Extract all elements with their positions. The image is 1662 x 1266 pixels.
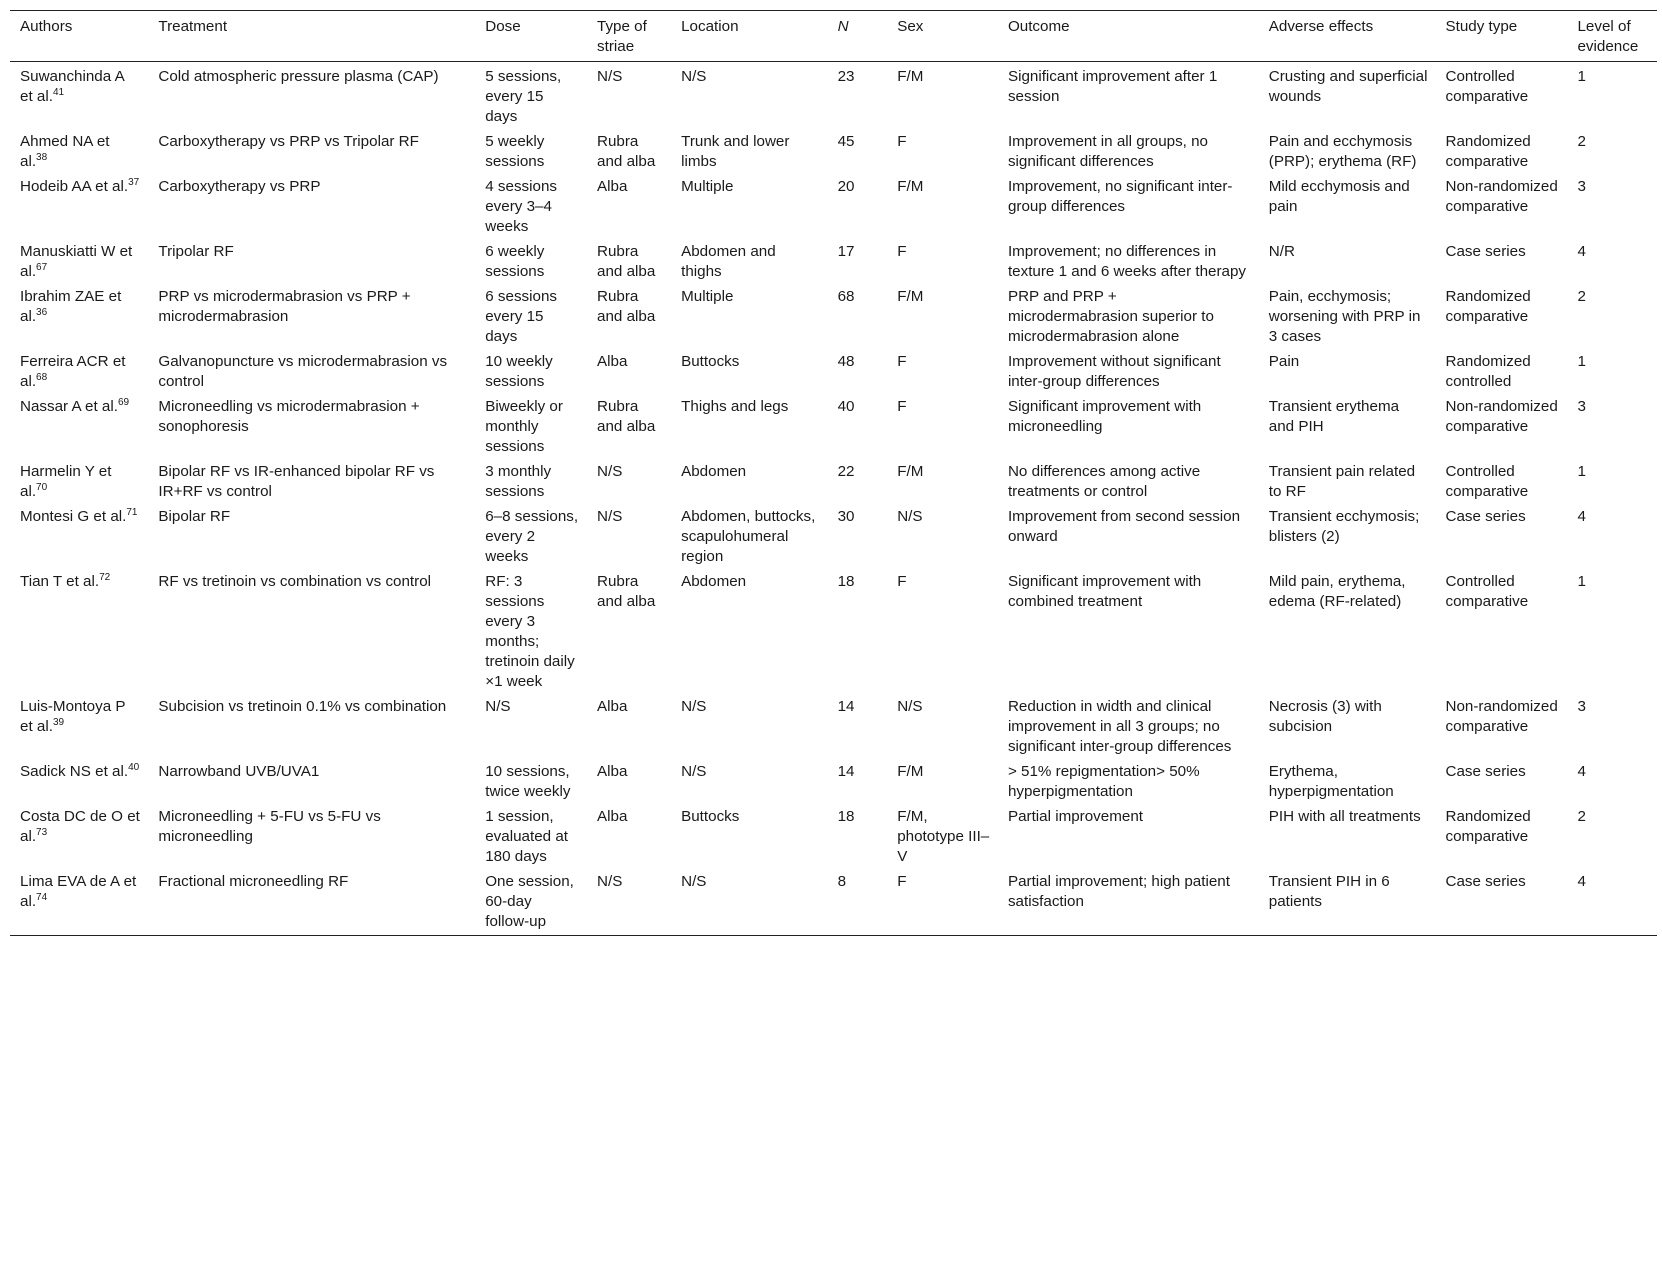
cell-treatment: Carboxytherapy vs PRP vs Tripolar RF (158, 133, 419, 150)
table-row (10, 692, 1657, 757)
author-name: Ahmed NA et al. (20, 133, 110, 170)
cell-treatment: RF vs tretinoin vs combination vs control (158, 573, 432, 590)
cell-outcome: Improvement without significant inter-group differences (1007, 353, 1221, 390)
cell-n: 20 (837, 178, 855, 195)
reference-number: 39 (52, 716, 65, 728)
table-row (10, 237, 1657, 282)
cell-n: 40 (837, 398, 855, 415)
cell-adverse-effects: Pain and ecchymosis (PRP); erythema (RF) (1268, 133, 1417, 170)
cell-level-of-evidence: 3 (1577, 398, 1586, 415)
cell-dose: 4 sessions every 3–4 weeks (485, 178, 557, 235)
author-name: Nassar A et al. (20, 398, 118, 415)
cell-striae-type: N/S (597, 463, 623, 480)
table-row (10, 502, 1657, 567)
cell-outcome: Improvement from second session onward (1007, 508, 1241, 545)
cell-level-of-evidence: 4 (1577, 508, 1586, 525)
author-name: Lima EVA de A et al. (20, 873, 137, 910)
cell-n: 48 (837, 353, 855, 370)
cell-treatment: Tripolar RF (158, 243, 234, 260)
cell-striae-type: Alba (597, 353, 628, 370)
cell-striae-type: Rubra and alba (597, 243, 656, 280)
author-name: Manuskiatti W et al. (20, 243, 133, 280)
cell-n: 68 (837, 288, 855, 305)
cell-dose: 6 sessions every 15 days (485, 288, 557, 345)
cell-level-of-evidence: 4 (1577, 873, 1586, 890)
cell-authors (10, 62, 148, 128)
cell-sex: F (897, 573, 907, 590)
cell-dose: 10 sessions, twice weekly (485, 763, 571, 800)
cell-adverse-effects: Erythema, hyperpigmentation (1268, 763, 1394, 800)
col-header-treatment: Treatment (148, 11, 475, 62)
table-row (10, 802, 1657, 867)
cell-sex: F/M (897, 763, 924, 780)
cell-level-of-evidence: 4 (1577, 243, 1586, 260)
cell-treatment: Narrowband UVB/UVA1 (158, 763, 320, 780)
cell-adverse-effects: Pain (1268, 353, 1300, 370)
reference-number: 71 (126, 506, 138, 518)
cell-adverse-effects: PIH with all treatments (1268, 808, 1421, 825)
cell-adverse-effects: Mild pain, erythema, edema (RF-related) (1268, 573, 1406, 610)
cell-n: 14 (837, 698, 855, 715)
reference-number: 37 (128, 176, 140, 188)
cell-n: 45 (837, 133, 855, 150)
cell-dose: One session, 60-day follow-up (485, 873, 574, 930)
reference-number: 73 (36, 826, 48, 838)
author-name: Hodeib AA et al. (20, 178, 129, 195)
reference-number: 67 (36, 261, 48, 273)
cell-location: Buttocks (681, 353, 740, 370)
cell-dose: N/S (485, 698, 511, 715)
cell-study-type: Case series (1445, 763, 1526, 780)
cell-outcome: Improvement, no significant inter-group differences (1007, 178, 1233, 215)
cell-sex: F/M, phototype III–V (897, 808, 990, 865)
col-header-location: Location (671, 11, 828, 62)
cell-sex: F/M (897, 68, 924, 85)
cell-outcome: Significant improvement after 1 session (1007, 68, 1218, 105)
cell-adverse-effects: Transient PIH in 6 patients (1268, 873, 1390, 910)
table-row (10, 457, 1657, 502)
cell-authors (10, 392, 148, 457)
cell-location: N/S (681, 763, 707, 780)
cell-location: N/S (681, 698, 707, 715)
col-header-sex: Sex (887, 11, 998, 62)
cell-outcome: Improvement; no differences in texture 1 and 6 weeks after therapy (1007, 243, 1247, 280)
cell-n: 23 (837, 68, 855, 85)
cell-location: Abdomen, buttocks, scapulohumeral region (681, 508, 816, 565)
cell-outcome: Improvement in all groups, no significant differences (1007, 133, 1209, 170)
cell-dose: RF: 3 sessions every 3 months; tretinoin daily ×1 week (485, 573, 575, 690)
cell-outcome: No differences among active treatments or control (1007, 463, 1201, 500)
cell-n: 18 (837, 573, 855, 590)
cell-adverse-effects: Crusting and superficial wounds (1268, 68, 1428, 105)
cell-striae-type: N/S (597, 873, 623, 890)
cell-treatment: Galvanopuncture vs microdermabrasion vs control (158, 353, 448, 390)
cell-dose: 6–8 sessions, every 2 weeks (485, 508, 579, 565)
cell-treatment: Subcision vs tretinoin 0.1% vs combination (158, 698, 447, 715)
cell-location: Abdomen (681, 463, 747, 480)
cell-outcome: Partial improvement; high patient satisfaction (1007, 873, 1230, 910)
cell-authors (10, 867, 148, 936)
cell-dose: 5 sessions, every 15 days (485, 68, 562, 125)
cell-striae-type: N/S (597, 68, 623, 85)
cell-sex: N/S (897, 698, 923, 715)
cell-level-of-evidence: 1 (1577, 463, 1586, 480)
cell-n: 30 (837, 508, 855, 525)
cell-study-type: Randomized comparative (1445, 808, 1531, 845)
cell-study-type: Randomized controlled (1445, 353, 1531, 390)
col-header-n: N (828, 11, 888, 62)
cell-sex: F (897, 133, 907, 150)
author-name: Suwanchinda A et al. (20, 68, 124, 105)
cell-dose: 10 weekly sessions (485, 353, 553, 390)
table-row (10, 282, 1657, 347)
table-row (10, 172, 1657, 237)
cell-outcome: Reduction in width and clinical improvement in all 3 groups; no significant inter-group differences (1007, 698, 1232, 755)
author-name: Tian T et al. (20, 573, 100, 590)
author-name: Ferreira ACR et al. (20, 353, 126, 390)
cell-level-of-evidence: 1 (1577, 573, 1586, 590)
cell-study-type: Non-randomized comparative (1445, 698, 1558, 735)
reference-number: 68 (36, 371, 48, 383)
cell-striae-type: N/S (597, 508, 623, 525)
cell-treatment: Carboxytherapy vs PRP (158, 178, 321, 195)
cell-study-type: Case series (1445, 873, 1526, 890)
col-header-adverse-effects: Adverse effects (1259, 11, 1436, 62)
cell-n: 14 (837, 763, 855, 780)
table-row (10, 347, 1657, 392)
evidence-table (10, 10, 1657, 936)
cell-n: 17 (837, 243, 855, 260)
cell-authors (10, 347, 148, 392)
cell-study-type: Controlled comparative (1445, 573, 1529, 610)
author-name: Luis-Montoya P et al. (20, 698, 126, 735)
cell-treatment: Microneedling + 5-FU vs 5-FU vs microneedling (158, 808, 381, 845)
reference-number: 38 (36, 151, 48, 163)
reference-number: 70 (36, 481, 48, 493)
cell-striae-type: Alba (597, 698, 628, 715)
reference-number: 40 (128, 761, 140, 773)
cell-location: N/S (681, 873, 707, 890)
cell-n: 22 (837, 463, 855, 480)
col-header-study-type: Study type (1435, 11, 1567, 62)
cell-location: Abdomen (681, 573, 747, 590)
author-name: Montesi G et al. (20, 508, 127, 525)
table-row (10, 392, 1657, 457)
cell-outcome: Significant improvement with combined treatment (1007, 573, 1202, 610)
cell-level-of-evidence: 2 (1577, 288, 1586, 305)
header-row (10, 11, 1657, 62)
cell-study-type: Randomized comparative (1445, 133, 1531, 170)
reference-number: 72 (99, 571, 111, 583)
cell-sex: F/M (897, 463, 924, 480)
cell-authors (10, 282, 148, 347)
cell-level-of-evidence: 1 (1577, 353, 1586, 370)
cell-sex: F/M (897, 178, 924, 195)
cell-location: Thighs and legs (681, 398, 789, 415)
cell-striae-type: Alba (597, 763, 628, 780)
cell-treatment: Fractional microneedling RF (158, 873, 349, 890)
table-row (10, 127, 1657, 172)
cell-level-of-evidence: 2 (1577, 133, 1586, 150)
author-name: Sadick NS et al. (20, 763, 129, 780)
cell-study-type: Non-randomized comparative (1445, 178, 1558, 215)
cell-location: Abdomen and thighs (681, 243, 776, 280)
cell-study-type: Randomized comparative (1445, 288, 1531, 325)
author-name: Harmelin Y et al. (20, 463, 112, 500)
reference-number: 41 (52, 86, 65, 98)
cell-adverse-effects: Pain, ecchymosis; worsening with PRP in 3 cases (1268, 288, 1421, 345)
table-row (10, 867, 1657, 936)
cell-treatment: Microneedling vs microdermabrasion + sonophoresis (158, 398, 420, 435)
cell-authors (10, 457, 148, 502)
cell-outcome: Significant improvement with microneedling (1007, 398, 1202, 435)
cell-study-type: Case series (1445, 243, 1526, 260)
cell-striae-type: Alba (597, 178, 628, 195)
cell-location: Trunk and lower limbs (681, 133, 790, 170)
cell-striae-type: Rubra and alba (597, 288, 656, 325)
reference-number: 36 (36, 306, 48, 318)
author-name: Costa DC de O et al. (20, 808, 140, 845)
cell-treatment: PRP vs microdermabrasion vs PRP + microdermabrasion (158, 288, 411, 325)
cell-n: 8 (837, 873, 847, 890)
cell-sex: F (897, 243, 907, 260)
cell-study-type: Controlled comparative (1445, 463, 1529, 500)
cell-adverse-effects: Transient ecchymosis; blisters (2) (1268, 508, 1420, 545)
cell-level-of-evidence: 3 (1577, 698, 1586, 715)
cell-level-of-evidence: 1 (1577, 68, 1586, 85)
cell-authors (10, 757, 148, 802)
cell-striae-type: Rubra and alba (597, 133, 656, 170)
cell-striae-type: Rubra and alba (597, 573, 656, 610)
cell-study-type: Non-randomized comparative (1445, 398, 1558, 435)
cell-outcome: PRP and PRP + microdermabrasion superior to microdermabrasion alone (1007, 288, 1214, 345)
cell-study-type: Case series (1445, 508, 1526, 525)
reference-number: 74 (36, 891, 48, 903)
cell-location: Multiple (681, 178, 734, 195)
cell-treatment: Bipolar RF (158, 508, 231, 525)
cell-adverse-effects: N/R (1268, 243, 1295, 260)
cell-level-of-evidence: 2 (1577, 808, 1586, 825)
cell-authors (10, 567, 148, 692)
cell-dose: Biweekly or monthly sessions (485, 398, 563, 455)
reference-number: 69 (117, 396, 130, 408)
cell-authors (10, 127, 148, 172)
cell-n: 18 (837, 808, 855, 825)
cell-authors (10, 172, 148, 237)
cell-sex: N/S (897, 508, 923, 525)
cell-authors (10, 502, 148, 567)
cell-dose: 3 monthly sessions (485, 463, 552, 500)
col-header-striae: Type of striae (587, 11, 671, 62)
cell-sex: F/M (897, 288, 924, 305)
cell-treatment: Bipolar RF vs IR-enhanced bipolar RF vs IR+RF vs control (158, 463, 435, 500)
cell-dose: 1 session, evaluated at 180 days (485, 808, 568, 865)
cell-location: N/S (681, 68, 707, 85)
col-header-dose: Dose (475, 11, 587, 62)
table-row (10, 567, 1657, 692)
cell-treatment: Cold atmospheric pressure plasma (CAP) (158, 68, 439, 85)
cell-dose: 6 weekly sessions (485, 243, 545, 280)
table-body (10, 62, 1657, 936)
cell-study-type: Controlled comparative (1445, 68, 1529, 105)
author-name: Ibrahim ZAE et al. (20, 288, 122, 325)
cell-level-of-evidence: 3 (1577, 178, 1586, 195)
cell-authors (10, 692, 148, 757)
cell-sex: F (897, 873, 907, 890)
cell-authors (10, 802, 148, 867)
cell-level-of-evidence: 4 (1577, 763, 1586, 780)
cell-striae-type: Alba (597, 808, 628, 825)
col-header-authors: Authors (10, 11, 148, 62)
cell-outcome: Partial improvement (1007, 808, 1143, 825)
cell-outcome: > 51% repigmentation> 50% hyperpigmentation (1007, 763, 1200, 800)
cell-authors (10, 237, 148, 282)
col-header-level-of-evidence: Level of evidence (1567, 11, 1657, 62)
cell-location: Multiple (681, 288, 734, 305)
cell-location: Buttocks (681, 808, 740, 825)
cell-dose: 5 weekly sessions (485, 133, 545, 170)
cell-adverse-effects: Transient pain related to RF (1268, 463, 1416, 500)
cell-adverse-effects: Necrosis (3) with subcision (1268, 698, 1382, 735)
cell-sex: F (897, 398, 907, 415)
cell-striae-type: Rubra and alba (597, 398, 656, 435)
cell-adverse-effects: Mild ecchymosis and pain (1268, 178, 1410, 215)
table-row (10, 757, 1657, 802)
col-header-outcome: Outcome (998, 11, 1259, 62)
table-row (10, 62, 1657, 128)
cell-sex: F (897, 353, 907, 370)
cell-adverse-effects: Transient erythema and PIH (1268, 398, 1400, 435)
